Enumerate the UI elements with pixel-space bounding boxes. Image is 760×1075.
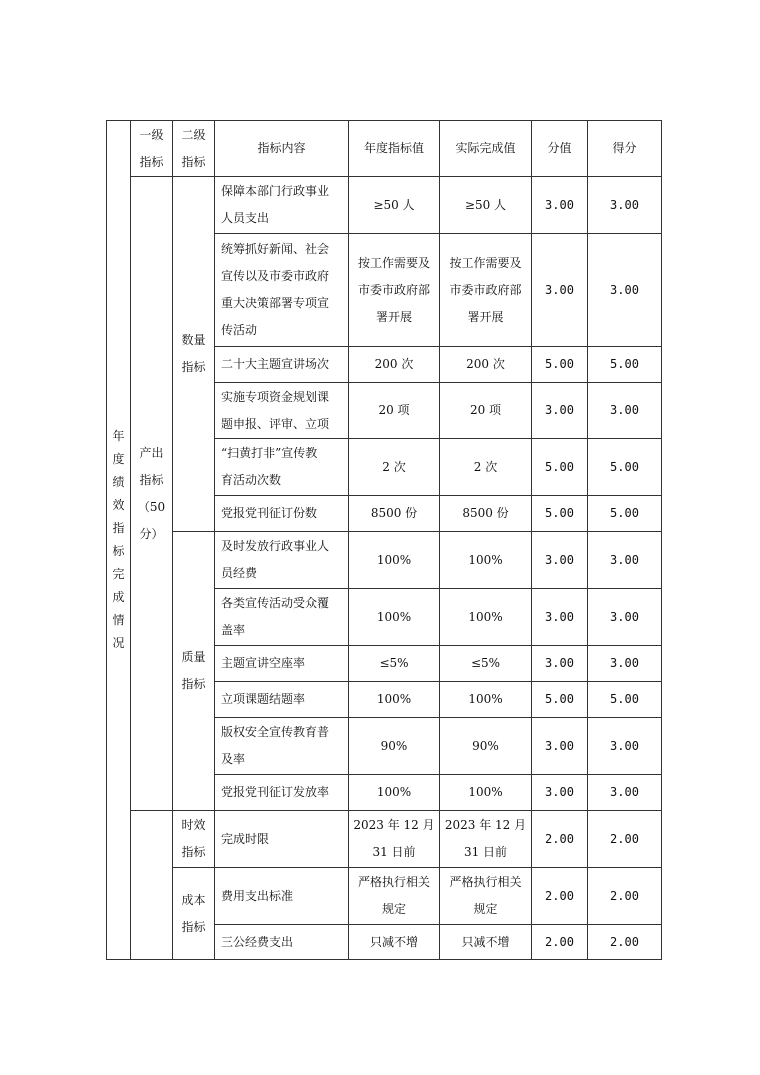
group-quality-cell: 质量 指标	[173, 532, 215, 811]
cell-target: 8500 份	[349, 496, 440, 532]
cell-content: 保障本部门行政事业 人员支出	[215, 177, 349, 234]
cell-got: 5.00	[588, 439, 662, 496]
cell-got: 5.00	[588, 496, 662, 532]
cell-got: 3.00	[588, 177, 662, 234]
cell-got: 3.00	[588, 589, 662, 646]
header-target: 年度指标值	[349, 121, 440, 177]
cell-target: 100%	[349, 682, 440, 718]
cell-actual: 100%	[440, 775, 532, 811]
table-row	[107, 532, 662, 589]
cell-got: 3.00	[588, 775, 662, 811]
cell-got: 3.00	[588, 234, 662, 347]
cell-target: 20 项	[349, 383, 440, 439]
cell-got: 3.00	[588, 383, 662, 439]
cell-target: 100%	[349, 775, 440, 811]
cell-content: 三公经费支出	[215, 925, 349, 960]
cell-score: 2.00	[532, 925, 588, 960]
cell-content: 立项课题结题率	[215, 682, 349, 718]
cell-content: 及时发放行政事业人 员经费	[215, 532, 349, 589]
cell-target: 200 次	[349, 347, 440, 383]
cell-content: 各类宣传活动受众覆 盖率	[215, 589, 349, 646]
cell-content: 党报党刊征订发放率	[215, 775, 349, 811]
cell-content: 二十大主题宣讲场次	[215, 347, 349, 383]
level1-empty-cell	[131, 811, 173, 960]
cell-target: 按工作需要及 市委市政府部 署开展	[349, 234, 440, 347]
header-level1: 一级 指标	[131, 121, 173, 177]
cell-content: 完成时限	[215, 811, 349, 868]
cell-actual: ≥50 人	[440, 177, 532, 234]
outer-label: 年度绩效指标完成情况	[112, 429, 125, 650]
cell-content: 主题宣讲空座率	[215, 646, 349, 682]
group-quantity-cell: 数量 指标	[173, 177, 215, 532]
cell-got: 5.00	[588, 682, 662, 718]
cell-got: 2.00	[588, 811, 662, 868]
table-row	[107, 811, 662, 868]
cell-actual: 8500 份	[440, 496, 532, 532]
cell-score: 3.00	[532, 234, 588, 347]
cell-got: 5.00	[588, 347, 662, 383]
cell-target: 100%	[349, 589, 440, 646]
cell-score: 3.00	[532, 383, 588, 439]
table-row	[107, 868, 662, 925]
outer-label-cell	[107, 121, 131, 960]
cell-target: ≥50 人	[349, 177, 440, 234]
cell-actual: 100%	[440, 532, 532, 589]
table-row	[107, 177, 662, 234]
group-timeliness-cell: 时效 指标	[173, 811, 215, 868]
cell-score: 5.00	[532, 439, 588, 496]
cell-actual: 严格执行相关 规定	[440, 868, 532, 925]
cell-got: 2.00	[588, 925, 662, 960]
cell-score: 3.00	[532, 646, 588, 682]
cell-got: 3.00	[588, 718, 662, 775]
cell-actual: 2 次	[440, 439, 532, 496]
cell-score: 3.00	[532, 775, 588, 811]
cell-actual: 只减不增	[440, 925, 532, 960]
header-got: 得分	[588, 121, 662, 177]
cell-target: 90%	[349, 718, 440, 775]
group-cost-cell: 成本 指标	[173, 868, 215, 960]
cell-content: 版权安全宣传教育普 及率	[215, 718, 349, 775]
cell-actual: ≤5%	[440, 646, 532, 682]
cell-target: 只减不增	[349, 925, 440, 960]
cell-target: 2 次	[349, 439, 440, 496]
cell-actual: 按工作需要及 市委市政府部 署开展	[440, 234, 532, 347]
cell-got: 2.00	[588, 868, 662, 925]
cell-actual: 200 次	[440, 347, 532, 383]
cell-score: 3.00	[532, 718, 588, 775]
cell-target: 严格执行相关 规定	[349, 868, 440, 925]
cell-score: 3.00	[532, 589, 588, 646]
header-row	[107, 121, 662, 177]
cell-content: 统筹抓好新闻、社会 宣传以及市委市政府 重大决策部署专项宣 传活动	[215, 234, 349, 347]
cell-got: 3.00	[588, 646, 662, 682]
cell-score: 3.00	[532, 177, 588, 234]
cell-actual: 2023 年 12 月 31 日前	[440, 811, 532, 868]
cell-actual: 100%	[440, 682, 532, 718]
cell-target: ≤5%	[349, 646, 440, 682]
cell-actual: 20 项	[440, 383, 532, 439]
cell-score: 3.00	[532, 532, 588, 589]
header-level2: 二级 指标	[173, 121, 215, 177]
cell-score: 2.00	[532, 811, 588, 868]
cell-content: 实施专项资金规划课 题申报、评审、立项	[215, 383, 349, 439]
cell-target: 100%	[349, 532, 440, 589]
header-actual: 实际完成值	[440, 121, 532, 177]
cell-score: 5.00	[532, 496, 588, 532]
cell-score: 5.00	[532, 682, 588, 718]
header-content: 指标内容	[215, 121, 349, 177]
header-score: 分值	[532, 121, 588, 177]
cell-content: 费用支出标准	[215, 868, 349, 925]
cell-actual: 100%	[440, 589, 532, 646]
level1-output-cell: 产出 指标 （50 分）	[131, 177, 173, 811]
cell-target: 2023 年 12 月 31 日前	[349, 811, 440, 868]
cell-score: 5.00	[532, 347, 588, 383]
cell-got: 3.00	[588, 532, 662, 589]
performance-table	[106, 120, 662, 960]
cell-content: “扫黄打非”宣传教 育活动次数	[215, 439, 349, 496]
cell-actual: 90%	[440, 718, 532, 775]
cell-score: 2.00	[532, 868, 588, 925]
cell-content: 党报党刊征订份数	[215, 496, 349, 532]
